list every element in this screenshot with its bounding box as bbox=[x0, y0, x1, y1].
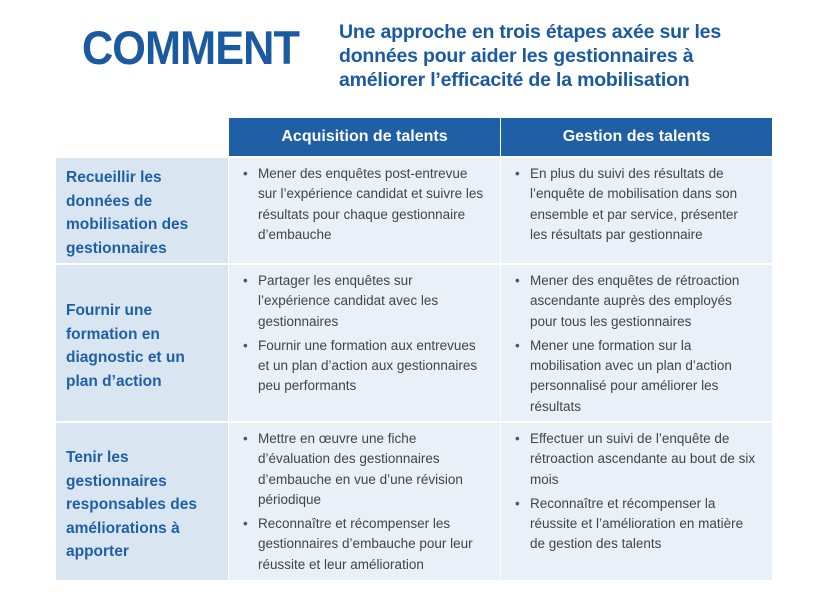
page-title: COMMENT bbox=[82, 21, 299, 74]
cell-acquisition bbox=[229, 265, 500, 421]
table-row bbox=[56, 265, 772, 421]
list-item: • Effectuer un suivi de l’enquête de rétroaction ascendante au bout de six mois bbox=[511, 429, 758, 490]
list-item: • Mener une formation sur la mobilisation avec un plan d’action personnalisé pour améliorer les résultats bbox=[511, 336, 758, 417]
table-header-row bbox=[56, 118, 772, 156]
table-row bbox=[56, 158, 772, 263]
list-item: • En plus du suivi des résultats de l’enquête de mobilisation dans son ensemble et par service, présenter les résultats par gestionnaire bbox=[511, 164, 758, 245]
cell-acquisition bbox=[229, 158, 500, 263]
list-item: • Partager les enquêtes sur l’expérience candidat avec les gestionnaires bbox=[239, 271, 486, 332]
column-header-acquisition: Acquisition de talents bbox=[229, 118, 500, 156]
cell-gestion bbox=[501, 265, 772, 421]
list-item: • Mener des enquêtes post-entrevue sur l’expérience candidat et suivre les résultats pour chaque gestionnaire d’embauche bbox=[239, 164, 486, 245]
table-row bbox=[56, 423, 772, 580]
column-header-gestion: Gestion des talents bbox=[501, 118, 772, 156]
row-label: Tenir les gestionnaires responsables des améliorations à apporter bbox=[56, 423, 228, 580]
approach-table bbox=[56, 118, 772, 580]
cell-acquisition bbox=[229, 423, 500, 580]
row-label: Recueillir les données de mobilisation des gestionnaires bbox=[56, 158, 228, 263]
header-spacer bbox=[56, 118, 228, 156]
page-subtitle: Une approche en trois étapes axée sur les données pour aider les gestionnaires à améliorer l’efficacité de la mobilisation bbox=[339, 21, 721, 91]
list-item: • Reconnaître et récompenser la réussite et l’amélioration en matière de gestion des talents bbox=[511, 494, 758, 555]
row-label: Fournir une formation en diagnostic et un plan d’action bbox=[56, 265, 228, 421]
list-item: • Fournir une formation aux entrevues et un plan d’action aux gestionnaires peu performants bbox=[239, 336, 486, 397]
cell-gestion bbox=[501, 158, 772, 263]
cell-gestion bbox=[501, 423, 772, 580]
list-item: • Mener des enquêtes de rétroaction ascendante auprès des employés pour tous les gestionnaires bbox=[511, 271, 758, 332]
list-item: • Mettre en œuvre une fiche d’évaluation des gestionnaires d’embauche en vue d’une révision périodique bbox=[239, 429, 486, 510]
list-item: • Reconnaître et récompenser les gestionnaires d’embauche pour leur réussite et leur amélioration bbox=[239, 514, 486, 575]
